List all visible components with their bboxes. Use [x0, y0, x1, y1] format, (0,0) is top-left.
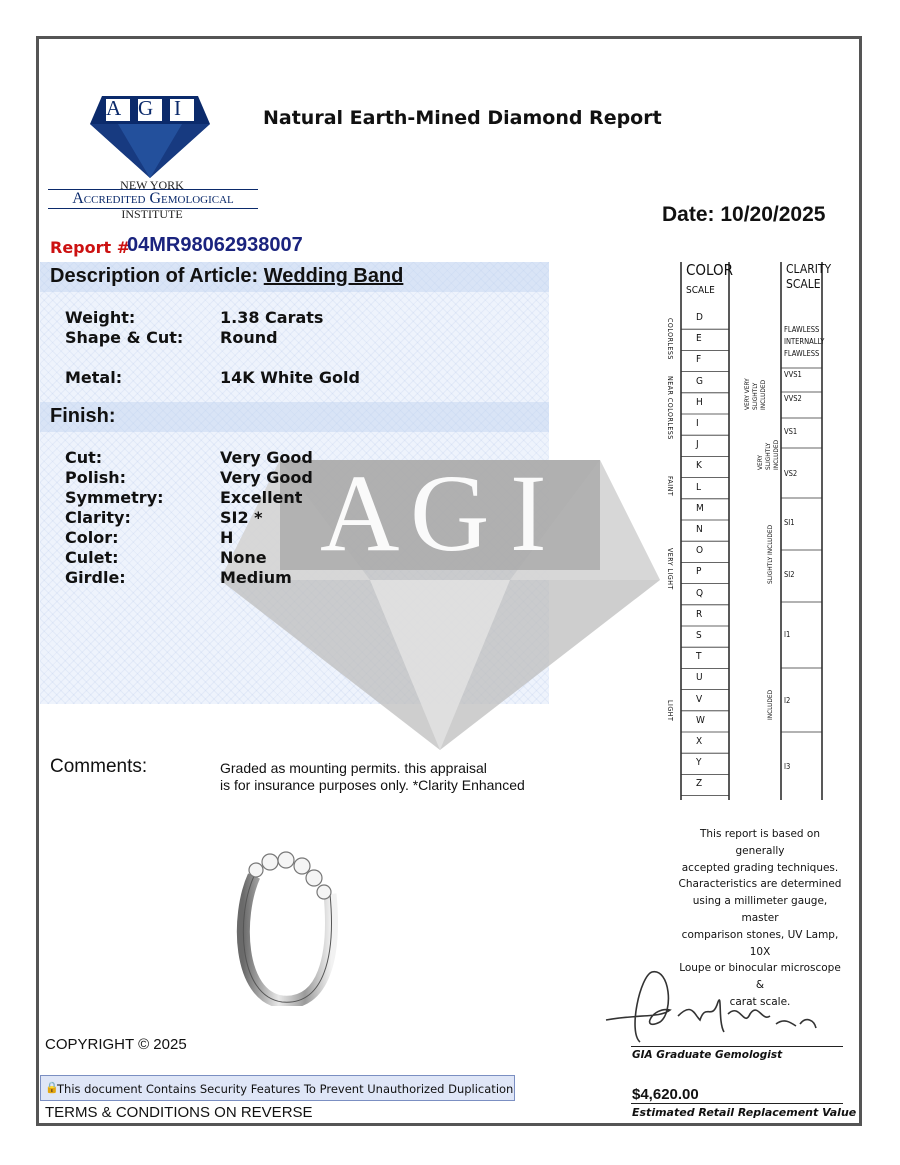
clarity-grade-label: I3: [784, 762, 791, 771]
clarity-grade-label: VVS1: [784, 370, 802, 379]
logo-line-accredited: Accredited Gemological: [48, 189, 258, 209]
weight-label: Weight:: [65, 308, 136, 327]
clarity-grade-label: FLAWLESS: [784, 349, 820, 358]
clarity-label: Clarity:: [65, 508, 131, 527]
color-grade-d: D: [696, 312, 703, 323]
girdle-value: Medium: [220, 568, 292, 587]
shape-cut-value: Round: [220, 328, 278, 347]
culet-label: Culet:: [65, 548, 119, 567]
clarity-grade-label: VVS2: [784, 394, 802, 403]
description-heading: Description of Article: Wedding Band: [50, 265, 404, 287]
color-scale-title: COLOR: [686, 261, 734, 279]
finish-heading: Finish:: [50, 405, 116, 427]
value-caption: Estimated Retail Replacement Value: [632, 1106, 857, 1119]
color-grade-n: N: [696, 524, 703, 535]
color-grade-g: G: [696, 375, 703, 387]
comments-line-1: Graded as mounting permits. this appraisal: [220, 760, 487, 776]
color-grade-v: V: [696, 693, 703, 705]
note-line: accepted grading techniques.: [681, 861, 839, 874]
svg-text:A: A: [320, 452, 400, 574]
logo-line-institute: INSTITUTE: [121, 207, 183, 221]
symmetry-label: Symmetry:: [65, 488, 164, 507]
value-line: [631, 1103, 843, 1104]
note-line: Characteristics are determined: [678, 878, 842, 891]
color-grade-w: W: [696, 714, 705, 726]
clarity-grade-label: VS2: [784, 469, 798, 478]
color-grade-u: U: [696, 672, 703, 684]
cut-value: Very Good: [220, 448, 313, 467]
clarity-group-label: VERY VERY SLIGHTLY INCLUDED: [743, 378, 767, 410]
security-notice-box: [40, 1075, 515, 1101]
color-scale-subtitle: SCALE: [686, 285, 715, 296]
color-grade-f: F: [696, 354, 702, 366]
clarity-grade-label: I1: [784, 630, 791, 639]
logo-letter-a: A: [106, 96, 122, 120]
color-label: Color:: [65, 528, 119, 547]
clarity-grade-label: SI1: [784, 518, 795, 527]
color-group-label: FAINT: [666, 476, 674, 497]
color-grade-x: X: [696, 736, 703, 747]
report-date: Date: 10/20/2025: [662, 203, 826, 226]
color-grade-s: S: [696, 630, 702, 641]
clarity-group-label: VERY SLIGHTLY INCLUDED: [756, 439, 780, 470]
cut-label: Cut:: [65, 448, 103, 467]
color-group-label: LIGHT: [666, 700, 674, 722]
wedding-band-image-icon: [232, 846, 350, 1006]
svg-text:I: I: [510, 452, 547, 574]
note-line: using a millimeter gauge, master: [692, 895, 828, 924]
clarity-grade-label: INTERNALLY: [784, 337, 825, 346]
clarity-grade-label: VS1: [784, 427, 798, 436]
color-grade-y: Y: [696, 757, 702, 769]
clarity-grade-label: SI2: [784, 570, 795, 579]
metal-value: 14K White Gold: [220, 368, 360, 387]
note-line: This report is based on generally: [699, 828, 821, 857]
report-title: Natural Earth-Mined Diamond Report: [263, 107, 662, 129]
report-number-label: Report #: [50, 238, 131, 257]
color-grade-q: Q: [696, 587, 704, 599]
color-grade-z: Z: [696, 778, 703, 790]
comments-line-2: is for insurance purposes only. *Clarity Enhanced: [220, 777, 525, 793]
comments-label: Comments:: [50, 756, 148, 777]
color-group-label: NEAR COLORLESS: [666, 376, 674, 440]
color-grade-e: E: [696, 333, 702, 345]
clarity-group-label: SLIGHTLY INCLUDED: [766, 524, 774, 584]
metal-label: Metal:: [65, 368, 123, 387]
clarity-grade-label: I2: [784, 696, 791, 705]
clarity-value: SI2 *: [220, 508, 263, 527]
color-grade-h: H: [696, 396, 703, 408]
polish-label: Polish:: [65, 468, 126, 487]
signature-caption: GIA Graduate Gemologist: [632, 1049, 783, 1061]
note-line: Loupe or binocular microscope &: [679, 962, 841, 992]
color-grade-r: R: [696, 608, 703, 620]
svg-text:G: G: [410, 452, 490, 574]
signature-line: [631, 1046, 843, 1047]
logo-letter-g: G: [138, 96, 154, 120]
shape-cut-label: Shape & Cut:: [65, 328, 184, 347]
clarity-scale-title: CLARITY: [786, 262, 832, 276]
note-line: comparison stones, UV Lamp, 10X: [681, 928, 839, 958]
color-grade-o: O: [696, 545, 704, 557]
finish-header-band: [40, 402, 549, 432]
girdle-label: Girdle:: [65, 568, 126, 587]
article-type: Wedding Band: [263, 265, 404, 287]
terms-notice: TERMS & CONDITIONS ON REVERSE: [45, 1104, 313, 1121]
color-grade-l: L: [696, 481, 702, 493]
color-grade-j: J: [696, 439, 699, 451]
logo-line-new-york: NEW YORK: [120, 178, 184, 192]
color-grade-k: K: [696, 460, 702, 472]
color-grade-i: I: [696, 418, 699, 429]
lock-icon: 🔒: [45, 1082, 59, 1094]
copyright: COPYRIGHT © 2025: [45, 1036, 187, 1053]
polish-value: Very Good: [220, 468, 313, 487]
color-value: H: [220, 528, 234, 547]
clarity-scale-subtitle: SCALE: [786, 277, 821, 291]
logo-letter-i: I: [174, 96, 181, 120]
color-grade-m: M: [696, 502, 704, 514]
gemologist-signature-icon: [600, 962, 840, 1052]
report-number: 04MR98062938007: [127, 234, 303, 256]
color-grade-p: P: [696, 566, 702, 578]
weight-value: 1.38 Carats: [220, 308, 324, 327]
note-line: carat scale.: [729, 995, 791, 1008]
replacement-value: $4,620.00: [632, 1086, 699, 1103]
color-group-label: COLORLESS: [666, 318, 674, 360]
clarity-grade-label: FLAWLESS: [784, 325, 820, 334]
clarity-group-label: INCLUDED: [766, 689, 774, 720]
color-grade-t: T: [696, 651, 702, 663]
security-notice: This document Contains Security Features To Prevent Unauthorized Duplication: [57, 1082, 514, 1096]
color-group-label: VERY LIGHT: [666, 548, 674, 590]
culet-value: None: [220, 548, 267, 567]
symmetry-value: Excellent: [220, 488, 303, 507]
